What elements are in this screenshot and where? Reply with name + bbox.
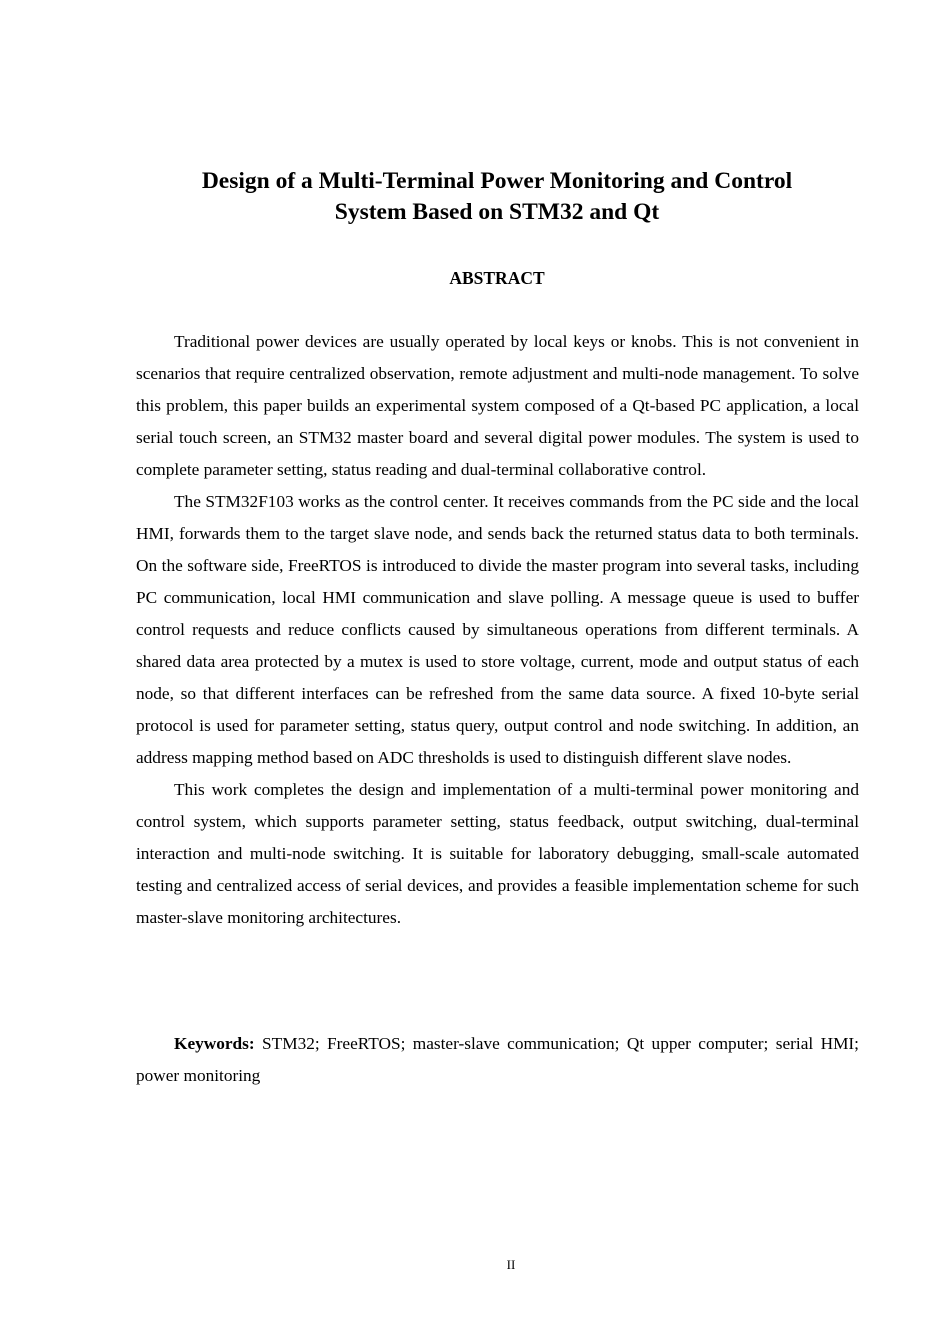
keywords-section <box>136 1028 859 1092</box>
page-title <box>136 166 858 228</box>
abstract-heading: ABSTRACT <box>449 268 545 288</box>
abstract-paragraph-2: The STM32F103 works as the control center. It receives commands from the PC side and the local HMI, forwards them to the target slave node, and sends back the returned status data to both terminals. On the software side, FreeRTOS is introduced to divide the master program into several tasks, including PC communication, local HMI communication and slave polling. A message queue is used to buffer control requests and reduce conflicts caused by simultaneous operations from different terminals. A shared data area protected by a mutex is used to store voltage, current, mode and output status of each node, so that different interfaces can be refreshed from the same data source. A fixed 10-byte serial protocol is used for parameter setting, status query, output control and node switching. In addition, an address mapping method based on ADC thresholds is used to distinguish different slave nodes. <box>136 492 859 767</box>
abstract-body <box>136 326 859 934</box>
page-number: II <box>506 1257 516 1272</box>
title-line-1: Design of a Multi-Terminal Power Monitoring and Control <box>201 168 793 194</box>
keywords-text: STM32; FreeRTOS; master-slave communication; Qt upper computer; serial HMI; power monitoring <box>136 1034 859 1085</box>
title-line-2: System Based on STM32 and Qt <box>334 199 660 225</box>
abstract-paragraph-1: Traditional power devices are usually operated by local keys or knobs. This is not convenient in scenarios that require centralized observation, remote adjustment and multi-node management. To solve this problem, this paper builds an experimental system composed of a Qt-based PC application, a local serial touch screen, an STM32 master board and several digital power modules. The system is used to complete parameter setting, status reading and dual-terminal collaborative control. <box>136 332 859 479</box>
abstract-paragraph-3: This work completes the design and implementation of a multi-terminal power monitoring and control system, which supports parameter setting, status feedback, output switching, dual-terminal interaction and multi-node switching. It is suitable for laboratory debugging, small-scale automated testing and centralized access of serial devices, and provides a feasible implementation scheme for such master-slave monitoring architectures. <box>136 780 859 927</box>
keywords-label: Keywords: <box>174 1034 255 1053</box>
